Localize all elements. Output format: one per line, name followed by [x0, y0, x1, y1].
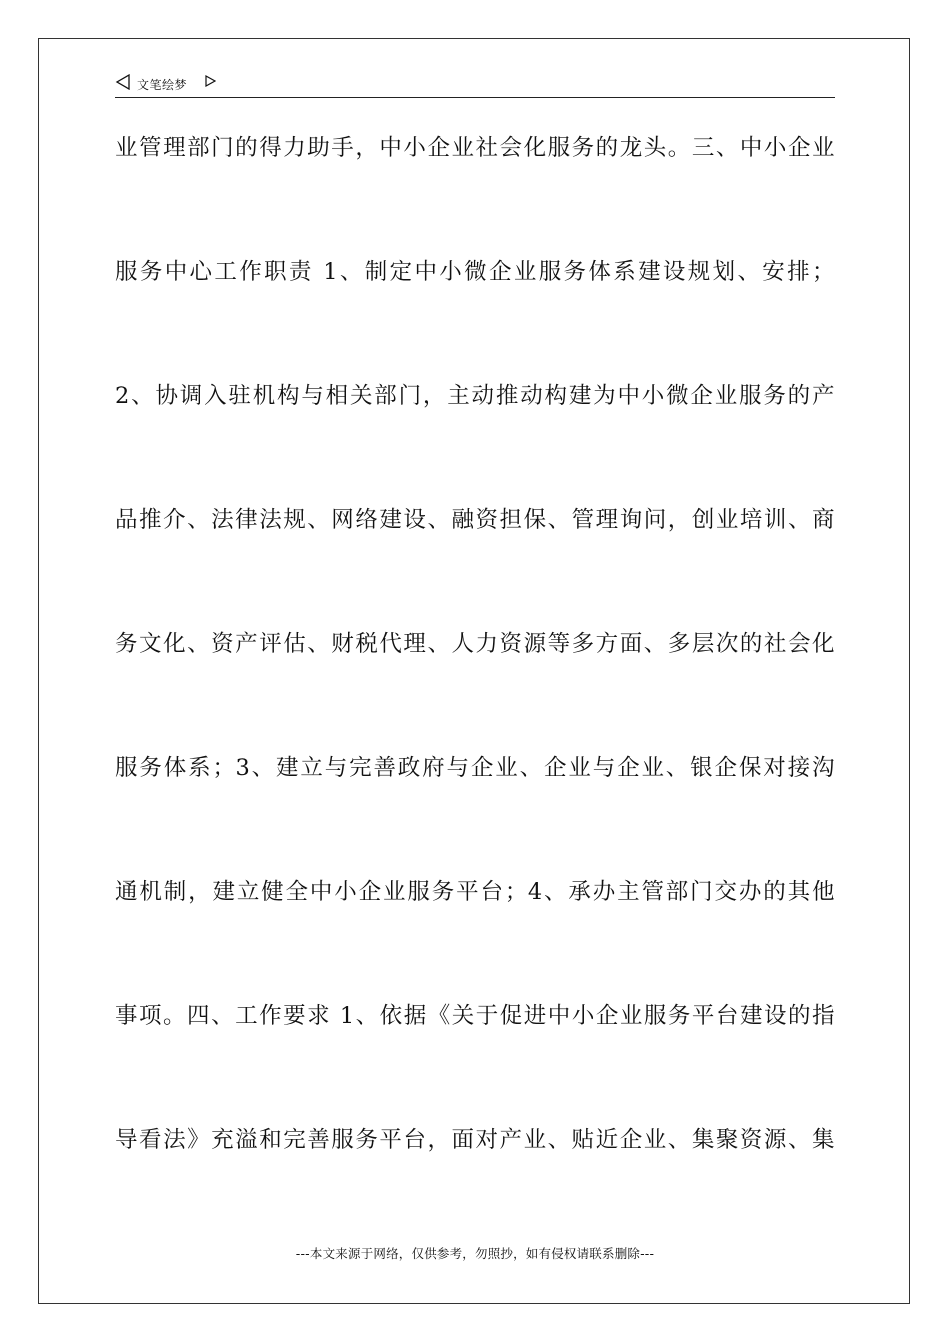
text-line: 2、协调入驻机构与相关部门，主动推动构建为中小微企业服务的产	[115, 383, 835, 409]
body-text	[115, 123, 835, 1239]
text-line: 导看法》充溢和完善服务平台，面对产业、贴近企业、集聚资源、集	[115, 1127, 835, 1153]
text-line: 事项。四、工作要求 1、依据《关于促进中小企业服务平台建设的指	[115, 1003, 835, 1029]
text-line: 品推介、法律法规、网络建设、融资担保、管理询问，创业培训、商	[115, 507, 835, 533]
footer-notice: ---本文来源于网络，仅供参考，勿照抄，如有侵权请联系删除---	[295, 1246, 655, 1261]
text-line: 务文化、资产评估、财税代理、人力资源等多方面、多层次的社会化	[115, 631, 835, 657]
header-brand: 文笔绘梦	[137, 78, 188, 92]
text-line: 服务中心工作职责 1、制定中小微企业服务体系建设规划、安排；	[115, 259, 835, 285]
page-header	[115, 72, 835, 98]
text-line: 服务体系；3、建立与完善政府与企业、企业与企业、银企保对接沟	[115, 755, 835, 781]
text-line: 业管理部门的得力助手，中小企业社会化服务的龙头。三、中小企业	[115, 135, 835, 161]
triangle-right-icon	[205, 75, 216, 87]
triangle-left-icon	[115, 74, 131, 90]
text-line: 通机制，建立健全中小企业服务平台；4、承办主管部门交办的其他	[115, 879, 835, 905]
